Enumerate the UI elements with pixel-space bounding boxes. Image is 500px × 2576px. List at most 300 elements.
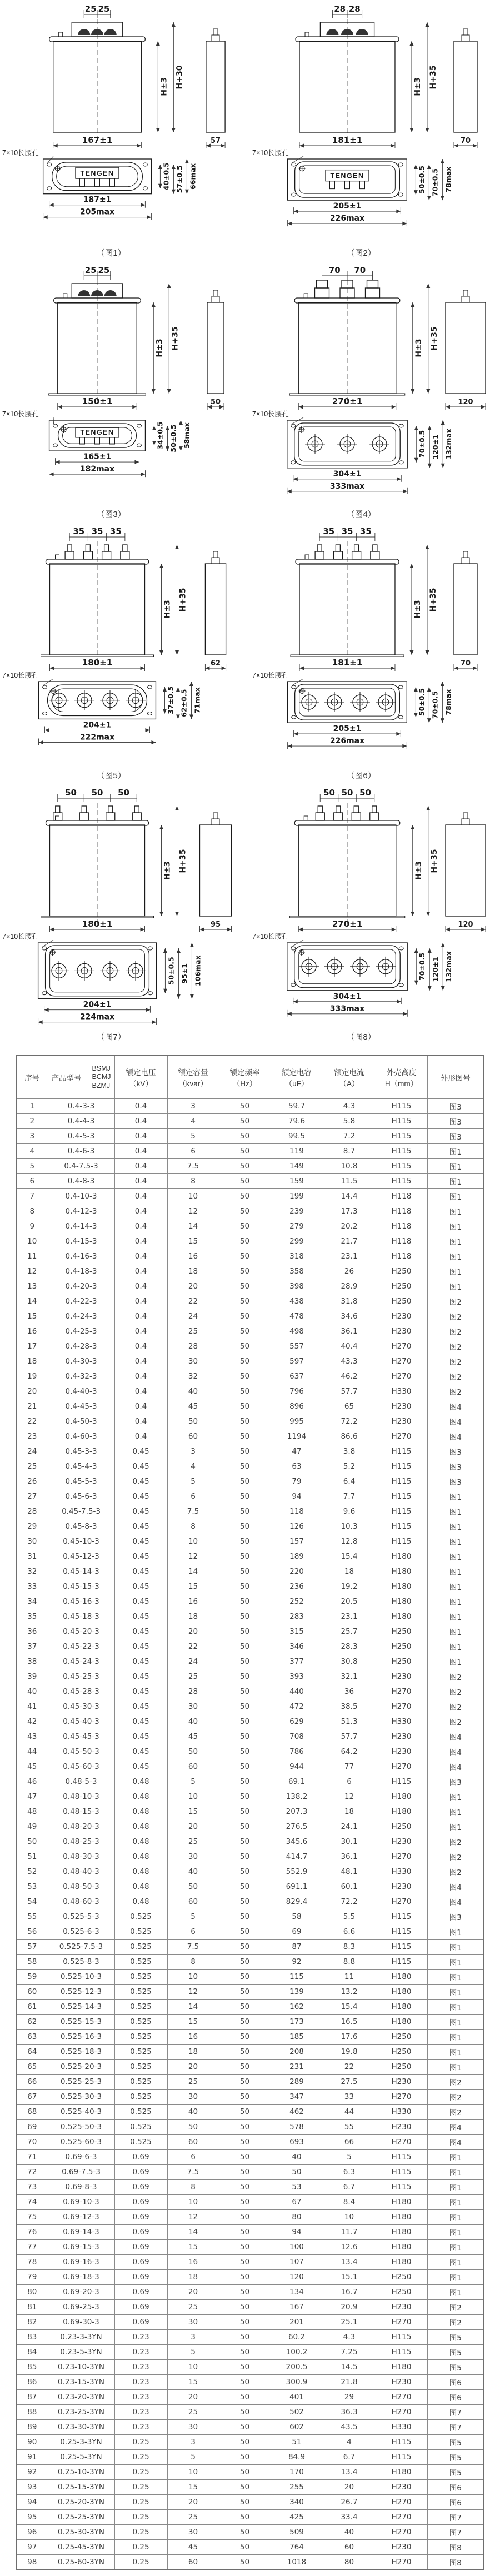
table-cell: 50 bbox=[219, 1894, 271, 1909]
table-row bbox=[16, 2510, 484, 2525]
table-row bbox=[16, 1219, 484, 1234]
table-cell: 11.7 bbox=[323, 2225, 376, 2240]
table-cell: 22 bbox=[167, 1639, 219, 1654]
table-cell: 708 bbox=[271, 1729, 323, 1744]
table-cell: 0.23 bbox=[114, 2420, 167, 2435]
table-cell: 764 bbox=[271, 2540, 323, 2555]
table-cell: 231 bbox=[271, 2060, 323, 2075]
table-cell: 3 bbox=[167, 1099, 219, 1114]
table-cell: 10 bbox=[16, 1234, 48, 1249]
table-cell: 255 bbox=[271, 2480, 323, 2495]
table-cell: 0.45-18-3 bbox=[48, 1609, 114, 1624]
svg-text:180±1: 180±1 bbox=[82, 919, 113, 929]
table-cell: 40 bbox=[271, 2150, 323, 2165]
table-cell: 64 bbox=[16, 2045, 48, 2060]
table-cell: 0.525-15-3 bbox=[48, 2015, 114, 2030]
table-cell: 0.525 bbox=[114, 1970, 167, 1985]
table-cell: 8 bbox=[16, 1204, 48, 1219]
table-cell: 图1 bbox=[427, 1564, 484, 1579]
table-cell: 162 bbox=[271, 2000, 323, 2015]
table-cell: H270 bbox=[376, 2495, 427, 2510]
table-cell: H180 bbox=[376, 1579, 427, 1594]
table-cell: 25.7 bbox=[323, 1624, 376, 1639]
svg-text:70±0.5: 70±0.5 bbox=[431, 168, 439, 197]
table-cell: 图1 bbox=[427, 1804, 484, 1819]
svg-text:70: 70 bbox=[328, 265, 341, 275]
table-cell: 11 bbox=[323, 1970, 376, 1985]
table-cell: H180 bbox=[376, 1549, 427, 1564]
table-cell: 50 bbox=[219, 1369, 271, 1384]
table-cell: 图6 bbox=[427, 2495, 484, 2510]
table-cell: 图2 bbox=[427, 1834, 484, 1849]
table-cell: 43.5 bbox=[323, 2420, 376, 2435]
table-cell: 279 bbox=[271, 1219, 323, 1234]
svg-text:H±3: H±3 bbox=[414, 861, 423, 880]
table-cell: 0.69 bbox=[114, 2300, 167, 2315]
table-cell: 118 bbox=[271, 1504, 323, 1519]
table-cell: 图3 bbox=[427, 1099, 484, 1114]
table-cell: 8 bbox=[167, 2180, 219, 2195]
table-cell: H270 bbox=[376, 1339, 427, 1354]
svg-text:H±3: H±3 bbox=[414, 339, 423, 357]
svg-text:25: 25 bbox=[84, 4, 97, 14]
table-cell: 16 bbox=[167, 2255, 219, 2270]
table-cell: 5 bbox=[167, 2450, 219, 2465]
table-cell: 0.23 bbox=[114, 2345, 167, 2360]
svg-text:TENGEN: TENGEN bbox=[330, 172, 364, 180]
table-cell: 6 bbox=[167, 1144, 219, 1159]
table-cell: 30.1 bbox=[323, 1834, 376, 1849]
table-cell: 36.1 bbox=[323, 1324, 376, 1339]
table-row bbox=[16, 2390, 484, 2405]
table-cell: 50 bbox=[219, 2300, 271, 2315]
table-cell: 88 bbox=[16, 2405, 48, 2420]
table-cell: 6 bbox=[167, 1924, 219, 1940]
table-cell: 图4 bbox=[427, 1399, 484, 1414]
table-cell: 41 bbox=[16, 1699, 48, 1714]
table-cell: H180 bbox=[376, 2210, 427, 2225]
table-cell: 0.23-25-3YN bbox=[48, 2405, 114, 2420]
svg-text:62±0.5: 62±0.5 bbox=[179, 689, 188, 717]
table-row bbox=[16, 2120, 484, 2135]
table-cell: 200.5 bbox=[271, 2360, 323, 2375]
table-cell: 236 bbox=[271, 1579, 323, 1594]
table-cell: 38.5 bbox=[323, 1699, 376, 1714]
column-header-2: 额定电压 （kV） bbox=[114, 1056, 167, 1099]
table-cell: 21.7 bbox=[323, 1234, 376, 1249]
svg-text:35: 35 bbox=[73, 526, 85, 536]
table-cell: 0.48 bbox=[114, 1864, 167, 1879]
table-cell: H115 bbox=[376, 1955, 427, 1970]
table-cell: H330 bbox=[376, 1384, 427, 1399]
table-cell: 33 bbox=[16, 1579, 48, 1594]
table-cell: 27.5 bbox=[323, 2075, 376, 2090]
figure-4 bbox=[250, 261, 500, 523]
table-cell: 0.525-25-3 bbox=[48, 2075, 114, 2090]
table-cell: 0.69-6-3 bbox=[48, 2150, 114, 2165]
table-cell: 40 bbox=[323, 2525, 376, 2540]
table-cell: 0.48 bbox=[114, 1894, 167, 1909]
table-cell: 0.525-40-3 bbox=[48, 2105, 114, 2120]
table-cell: H250 bbox=[376, 1654, 427, 1669]
table-cell: 图4 bbox=[427, 1429, 484, 1444]
table-cell: 50 bbox=[271, 2165, 323, 2180]
table-cell: 图1 bbox=[427, 1970, 484, 1985]
table-cell: 16 bbox=[167, 1249, 219, 1264]
table-cell: 509 bbox=[271, 2525, 323, 2540]
table-row bbox=[16, 1714, 484, 1729]
table-cell: 14 bbox=[167, 1564, 219, 1579]
svg-text:70: 70 bbox=[460, 137, 471, 145]
table-cell: 0.525 bbox=[114, 1940, 167, 1955]
table-cell: 8.3 bbox=[323, 1940, 376, 1955]
table-cell: 0.4 bbox=[114, 1264, 167, 1279]
table-cell: 0.25 bbox=[114, 2525, 167, 2540]
table-cell: 0.48 bbox=[114, 1789, 167, 1804]
table-row bbox=[16, 1864, 484, 1879]
table-cell: 50 bbox=[219, 1249, 271, 1264]
table-cell: 0.4 bbox=[114, 1414, 167, 1429]
table-cell: 图8 bbox=[427, 2540, 484, 2555]
table-cell: 0.23-30-3YN bbox=[48, 2420, 114, 2435]
svg-text:H+35: H+35 bbox=[429, 849, 439, 873]
table-cell: 0.45-22-3 bbox=[48, 1639, 114, 1654]
table-cell: H330 bbox=[376, 1714, 427, 1729]
table-cell: 图1 bbox=[427, 2285, 484, 2300]
table-cell: 50 bbox=[219, 1264, 271, 1279]
table-cell: 159 bbox=[271, 1174, 323, 1189]
table-cell: 0.69 bbox=[114, 2225, 167, 2240]
table-cell: 61 bbox=[16, 2000, 48, 2015]
table-cell: 图2 bbox=[427, 1714, 484, 1729]
table-cell: 36.1 bbox=[323, 1849, 376, 1864]
table-cell: 578 bbox=[271, 2120, 323, 2135]
table-cell: H115 bbox=[376, 1519, 427, 1534]
table-cell: 6 bbox=[167, 1489, 219, 1504]
table-cell: 50 bbox=[219, 2165, 271, 2180]
spec-table-body bbox=[16, 1099, 484, 2570]
table-cell: H180 bbox=[376, 2195, 427, 2210]
table-row bbox=[16, 2240, 484, 2255]
table-cell: H250 bbox=[376, 1819, 427, 1834]
table-cell: 6.7 bbox=[323, 2180, 376, 2195]
table-cell: 0.25 bbox=[114, 2480, 167, 2495]
table-cell: 50 bbox=[219, 1129, 271, 1144]
figure-7-drawing bbox=[0, 784, 250, 1045]
svg-text:132max: 132max bbox=[444, 951, 453, 982]
table-cell: 10 bbox=[167, 1534, 219, 1549]
table-cell: 10 bbox=[167, 2360, 219, 2375]
table-cell: 50 bbox=[219, 2255, 271, 2270]
table-cell: 50 bbox=[219, 1789, 271, 1804]
table-cell: 95 bbox=[16, 2510, 48, 2525]
table-cell: 15 bbox=[167, 1804, 219, 1819]
table-cell: 图1 bbox=[427, 2030, 484, 2045]
table-cell: 图1 bbox=[427, 2210, 484, 2225]
column-header-1: 产品型号 BSMJ BCMJ BZMJ bbox=[48, 1056, 114, 1099]
table-cell: H180 bbox=[376, 1609, 427, 1624]
table-row bbox=[16, 1234, 484, 1249]
table-row bbox=[16, 1129, 484, 1144]
table-cell: 39 bbox=[16, 1669, 48, 1684]
table-cell: 6 bbox=[16, 1174, 48, 1189]
svg-text:50±0.5: 50±0.5 bbox=[417, 688, 426, 717]
table-row bbox=[16, 1909, 484, 1924]
table-cell: 36 bbox=[16, 1624, 48, 1639]
table-row bbox=[16, 1955, 484, 1970]
table-cell: 50 bbox=[219, 1429, 271, 1444]
table-cell: 25 bbox=[167, 2300, 219, 2315]
table-row bbox=[16, 1324, 484, 1339]
table-cell: 10 bbox=[167, 2195, 219, 2210]
table-cell: 0.525 bbox=[114, 1909, 167, 1924]
table-cell: 6 bbox=[167, 2150, 219, 2165]
table-cell: 50 bbox=[219, 1234, 271, 1249]
table-cell: H230 bbox=[376, 1399, 427, 1414]
table-cell: 86 bbox=[16, 2375, 48, 2390]
svg-text:204±1: 204±1 bbox=[83, 720, 112, 730]
table-cell: 50 bbox=[219, 1114, 271, 1129]
table-cell: 0.525-18-3 bbox=[48, 2045, 114, 2060]
table-cell: 97 bbox=[16, 2540, 48, 2555]
table-cell: 2 bbox=[16, 1114, 48, 1129]
table-cell: 20.2 bbox=[323, 1219, 376, 1234]
table-cell: 0.525 bbox=[114, 2120, 167, 2135]
table-cell: 68 bbox=[16, 2105, 48, 2120]
table-row bbox=[16, 2210, 484, 2225]
table-cell: 0.45 bbox=[114, 1654, 167, 1669]
table-cell: 0.45-30-3 bbox=[48, 1699, 114, 1714]
table-cell: 25 bbox=[167, 2510, 219, 2525]
table-cell: 50 bbox=[219, 2360, 271, 2375]
table-cell: 50 bbox=[219, 1339, 271, 1354]
table-cell: 3 bbox=[16, 1129, 48, 1144]
svg-text:120: 120 bbox=[458, 398, 473, 406]
table-cell: 0.525 bbox=[114, 1955, 167, 1970]
table-cell: 173 bbox=[271, 2015, 323, 2030]
table-cell: 19 bbox=[16, 1369, 48, 1384]
table-cell: 图1 bbox=[427, 1955, 484, 1970]
table-cell: 0.4-14-3 bbox=[48, 1219, 114, 1234]
table-cell: H180 bbox=[376, 1789, 427, 1804]
table-cell: 40 bbox=[167, 1714, 219, 1729]
table-cell: 50 bbox=[219, 1594, 271, 1609]
table-cell: 3 bbox=[167, 1444, 219, 1459]
table-cell: 50 bbox=[219, 1399, 271, 1414]
table-cell: 318 bbox=[271, 1249, 323, 1264]
table-cell: 图6 bbox=[427, 2480, 484, 2495]
table-cell: 0.48 bbox=[114, 1879, 167, 1894]
table-cell: 56 bbox=[16, 1924, 48, 1940]
table-cell: 3 bbox=[167, 2330, 219, 2345]
table-cell: 50 bbox=[219, 1189, 271, 1204]
table-cell: 50 bbox=[219, 2510, 271, 2525]
svg-text:H+30: H+30 bbox=[175, 65, 184, 89]
table-cell: H270 bbox=[376, 2315, 427, 2330]
figure-6-drawing bbox=[250, 523, 500, 784]
table-cell: 0.4-20-3 bbox=[48, 1279, 114, 1294]
table-cell: 0.23 bbox=[114, 2330, 167, 2345]
table-cell: 84.9 bbox=[271, 2450, 323, 2465]
table-cell: H230 bbox=[376, 1879, 427, 1894]
table-cell: 50 bbox=[219, 2495, 271, 2510]
table-cell: 50 bbox=[219, 1204, 271, 1219]
svg-text:270±1: 270±1 bbox=[332, 396, 363, 406]
svg-text:7×10长腰孔: 7×10长腰孔 bbox=[252, 672, 289, 679]
table-cell: 图5 bbox=[427, 2330, 484, 2345]
table-cell: 图2 bbox=[427, 1354, 484, 1369]
table-row bbox=[16, 1594, 484, 1609]
table-cell: 图3 bbox=[427, 1444, 484, 1459]
table-cell: 50 bbox=[219, 2000, 271, 2015]
table-cell: 0.45-16-3 bbox=[48, 1594, 114, 1609]
table-cell: 44 bbox=[16, 1744, 48, 1759]
table-cell: 图2 bbox=[427, 2315, 484, 2330]
table-row bbox=[16, 2435, 484, 2450]
table-cell: H115 bbox=[376, 2150, 427, 2165]
table-cell: 50 bbox=[219, 1924, 271, 1940]
table-cell: 377 bbox=[271, 1654, 323, 1669]
table-row bbox=[16, 1579, 484, 1594]
table-cell: 5 bbox=[167, 1474, 219, 1489]
table-cell: 115 bbox=[271, 1970, 323, 1985]
table-cell: 59 bbox=[16, 1970, 48, 1985]
table-cell: 0.25-45-3YN bbox=[48, 2540, 114, 2555]
table-cell: 图1 bbox=[427, 1579, 484, 1594]
table-cell: 50 bbox=[167, 1744, 219, 1759]
table-row bbox=[16, 2195, 484, 2210]
table-cell: 0.45-24-3 bbox=[48, 1654, 114, 1669]
table-cell: 47 bbox=[16, 1789, 48, 1804]
table-cell: 0.525-50-3 bbox=[48, 2120, 114, 2135]
svg-text:35: 35 bbox=[359, 526, 372, 536]
table-cell: 图1 bbox=[427, 1264, 484, 1279]
table-cell: H270 bbox=[376, 1354, 427, 1369]
table-cell: 63 bbox=[16, 2030, 48, 2045]
table-cell: 0.25-60-3YN bbox=[48, 2555, 114, 2570]
table-row bbox=[16, 2360, 484, 2375]
table-cell: 0.4 bbox=[114, 1129, 167, 1144]
table-cell: 5 bbox=[323, 2150, 376, 2165]
table-cell: 40 bbox=[167, 1384, 219, 1399]
table-cell: 50 bbox=[219, 2390, 271, 2405]
table-cell: 50 bbox=[219, 2555, 271, 2570]
table-cell: 图5 bbox=[427, 2465, 484, 2480]
table-cell: 0.45-60-3 bbox=[48, 1759, 114, 1774]
table-cell: 28 bbox=[16, 1504, 48, 1519]
table-cell: 图1 bbox=[427, 1534, 484, 1549]
table-cell: 0.4 bbox=[114, 1114, 167, 1129]
table-cell: 26.7 bbox=[323, 2495, 376, 2510]
table-cell: 15 bbox=[167, 2480, 219, 2495]
table-cell: 25 bbox=[167, 1669, 219, 1684]
table-cell: 50 bbox=[219, 1564, 271, 1579]
svg-text:58max: 58max bbox=[182, 422, 191, 449]
header-row bbox=[16, 1056, 484, 1099]
table-cell: 15 bbox=[167, 2015, 219, 2030]
table-cell: 8 bbox=[167, 1955, 219, 1970]
table-cell: 图1 bbox=[427, 2225, 484, 2240]
table-cell: 0.4 bbox=[114, 1309, 167, 1324]
table-cell: 79.6 bbox=[271, 1114, 323, 1129]
table-cell: 0.525-14-3 bbox=[48, 2000, 114, 2015]
table-cell: 58 bbox=[16, 1955, 48, 1970]
table-cell: H230 bbox=[376, 2120, 427, 2135]
table-cell: 50 bbox=[167, 2120, 219, 2135]
table-cell: 71 bbox=[16, 2150, 48, 2165]
table-cell: 30 bbox=[167, 1849, 219, 1864]
table-cell: 340 bbox=[271, 2495, 323, 2510]
table-cell: H270 bbox=[376, 1699, 427, 1714]
table-cell: 13.4 bbox=[323, 2465, 376, 2480]
table-row bbox=[16, 2495, 484, 2510]
table-cell: 796 bbox=[271, 1384, 323, 1399]
table-cell: 0.525-6-3 bbox=[48, 1924, 114, 1940]
table-cell: 50 bbox=[219, 1519, 271, 1534]
table-cell: 315 bbox=[271, 1624, 323, 1639]
table-cell: 50 bbox=[219, 2315, 271, 2330]
table-cell: 50 bbox=[219, 2225, 271, 2240]
table-cell: 7.5 bbox=[167, 1940, 219, 1955]
svg-text:7×10长腰孔: 7×10长腰孔 bbox=[2, 933, 39, 941]
table-cell: 50 bbox=[219, 2330, 271, 2345]
table-cell: H250 bbox=[376, 1264, 427, 1279]
svg-text:H+35: H+35 bbox=[178, 849, 188, 873]
table-row bbox=[16, 1834, 484, 1849]
table-cell: 0.45 bbox=[114, 1474, 167, 1489]
table-cell: 0.25-10-3YN bbox=[48, 2465, 114, 2480]
table-row bbox=[16, 1549, 484, 1564]
table-row bbox=[16, 1189, 484, 1204]
table-cell: 0.48-15-3 bbox=[48, 1804, 114, 1819]
svg-text:50: 50 bbox=[91, 788, 103, 798]
table-cell: 62 bbox=[16, 2015, 48, 2030]
table-cell: 图2 bbox=[427, 1384, 484, 1399]
table-cell: 16 bbox=[16, 1324, 48, 1339]
table-cell: 0.525 bbox=[114, 1924, 167, 1940]
table-cell: 50 bbox=[219, 1474, 271, 1489]
table-cell: 图4 bbox=[427, 1414, 484, 1429]
svg-text:333max: 333max bbox=[329, 1004, 365, 1013]
svg-text:57±0.5: 57±0.5 bbox=[175, 165, 184, 193]
svg-text:187±1: 187±1 bbox=[83, 195, 112, 205]
table-cell: 图1 bbox=[427, 1489, 484, 1504]
table-row bbox=[16, 1819, 484, 1834]
table-cell: 28.9 bbox=[323, 1279, 376, 1294]
table-cell: 67 bbox=[16, 2090, 48, 2105]
table-cell: 0.23 bbox=[114, 2360, 167, 2375]
table-cell: 51 bbox=[16, 1849, 48, 1864]
table-cell: 69.1 bbox=[271, 1774, 323, 1789]
table-cell: 64.2 bbox=[323, 1744, 376, 1759]
svg-text:28: 28 bbox=[334, 4, 346, 14]
figure-3-drawing bbox=[0, 261, 250, 523]
svg-text:205±1: 205±1 bbox=[333, 202, 362, 211]
table-cell: 50 bbox=[219, 2540, 271, 2555]
table-cell: 0.45 bbox=[114, 1489, 167, 1504]
table-cell: 0.525-8-3 bbox=[48, 1955, 114, 1970]
table-cell: 0.525 bbox=[114, 2015, 167, 2030]
figure-3 bbox=[0, 261, 250, 523]
table-cell: 0.525-30-3 bbox=[48, 2090, 114, 2105]
table-cell: 0.23-20-3YN bbox=[48, 2390, 114, 2405]
table-cell: 6.7 bbox=[323, 2450, 376, 2465]
table-cell: 0.4 bbox=[114, 1159, 167, 1174]
table-cell: 图1 bbox=[427, 1654, 484, 1669]
table-row bbox=[16, 2105, 484, 2120]
table-cell: 30 bbox=[167, 2525, 219, 2540]
svg-text:（图2）: （图2） bbox=[346, 248, 376, 258]
